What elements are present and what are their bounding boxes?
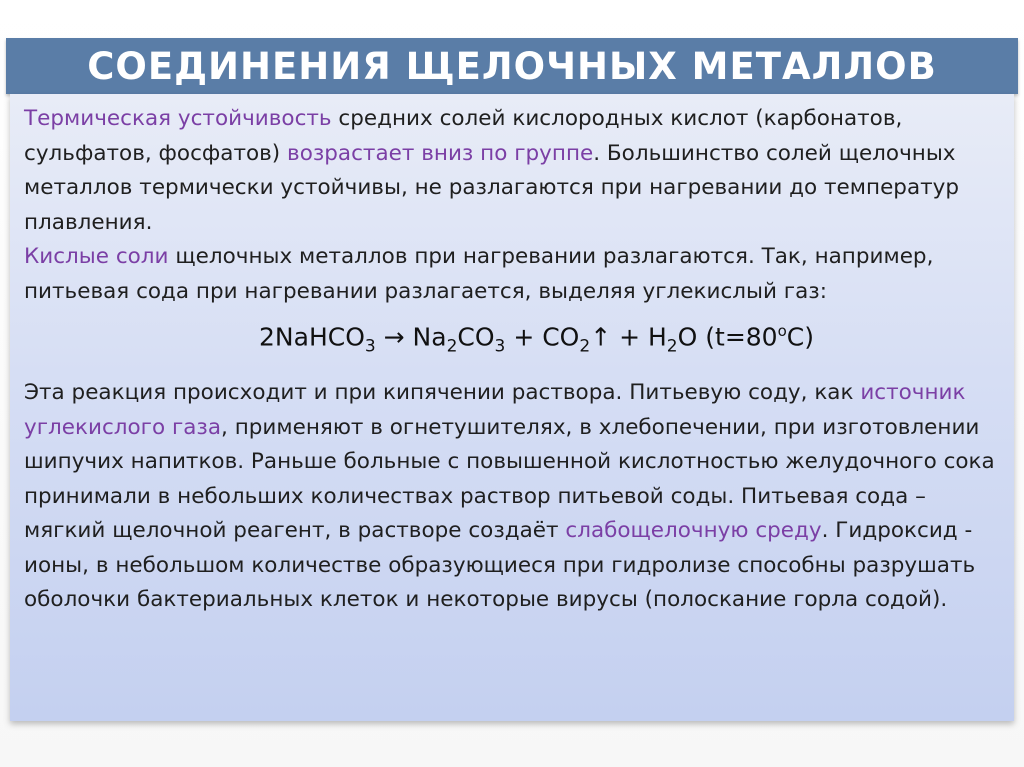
- paragraph-text: средних солей кислородных кислот (карбонатов, сульфатов, фосфатов): [24, 106, 903, 166]
- paragraph-text: . Гидроксид - ионы, в небольшом количестве образующиеся при гидролизе способны разрушать оболочки бактериальных клеток и некоторые вирусы (полоскание горла содой).: [24, 518, 976, 613]
- equation-product: CO: [457, 322, 495, 352]
- equation-product: CO: [542, 322, 580, 352]
- highlight-increases-down-group: возрастает вниз по группе: [287, 140, 594, 166]
- slide-body: [24, 102, 1009, 618]
- equation-subscript: 3: [364, 336, 376, 357]
- paragraph-thermal-stability: [24, 102, 1009, 240]
- equation-subscript: 2: [666, 336, 678, 357]
- paragraph-text: Эта реакция происходит и при кипячении раствора. Питьевую соду, как: [24, 380, 861, 406]
- equation-product: Na: [412, 322, 447, 352]
- paragraph-text: . Большинство солей щелочных металлов термически устойчивы, не разлагаются при нагревании до температур плавления.: [24, 140, 960, 235]
- highlight-weak-alkaline: слабощелочную среду: [565, 518, 822, 544]
- equation-plus: +: [505, 322, 543, 352]
- equation-subscript: 3: [494, 336, 506, 357]
- paragraph-text: , применяют в огнетушителях, в хлебопечении, при изготовлении шипучих напитков. Раньше больные с повышенной кислотностью желудочного сока принимали в небольших количествах раствор питьевой соды. Питьевая сода – мягкий щелочной реагент, в растворе создаёт: [24, 414, 995, 544]
- equation-product: H: [647, 322, 667, 352]
- equation-subscript: 2: [579, 336, 591, 357]
- equation-product: O: [677, 322, 698, 352]
- equation-condition: C): [786, 322, 814, 352]
- paragraph-reaction-usage: [24, 376, 1009, 618]
- paragraph-text: щелочных металлов при нагревании разлагаются. Так, например, питьевая сода при нагревании разлагается, выделяя углекислый газ:: [24, 244, 934, 304]
- equation-subscript: 2: [446, 336, 458, 357]
- equation-condition: (t=80: [697, 322, 778, 352]
- chemical-equation: [24, 311, 1009, 366]
- highlight-co2-source: источник углекислого газа: [24, 380, 966, 440]
- paragraph-acid-salts: [24, 240, 1009, 309]
- title-bar: [6, 38, 1018, 94]
- highlight-thermal-stability: Термическая устойчивость: [24, 106, 332, 131]
- equation-degree: o: [777, 322, 787, 340]
- slide-title: СОЕДИНЕНИЯ ЩЕЛОЧНЫХ МЕТАЛЛОВ: [87, 44, 937, 88]
- highlight-acid-salts: Кислые соли: [24, 244, 169, 269]
- gas-arrow-icon: ↑: [590, 322, 612, 352]
- equation-plus: +: [611, 322, 648, 352]
- reaction-arrow-icon: →: [375, 322, 413, 352]
- equation-reactant: 2NaHCO: [259, 322, 365, 352]
